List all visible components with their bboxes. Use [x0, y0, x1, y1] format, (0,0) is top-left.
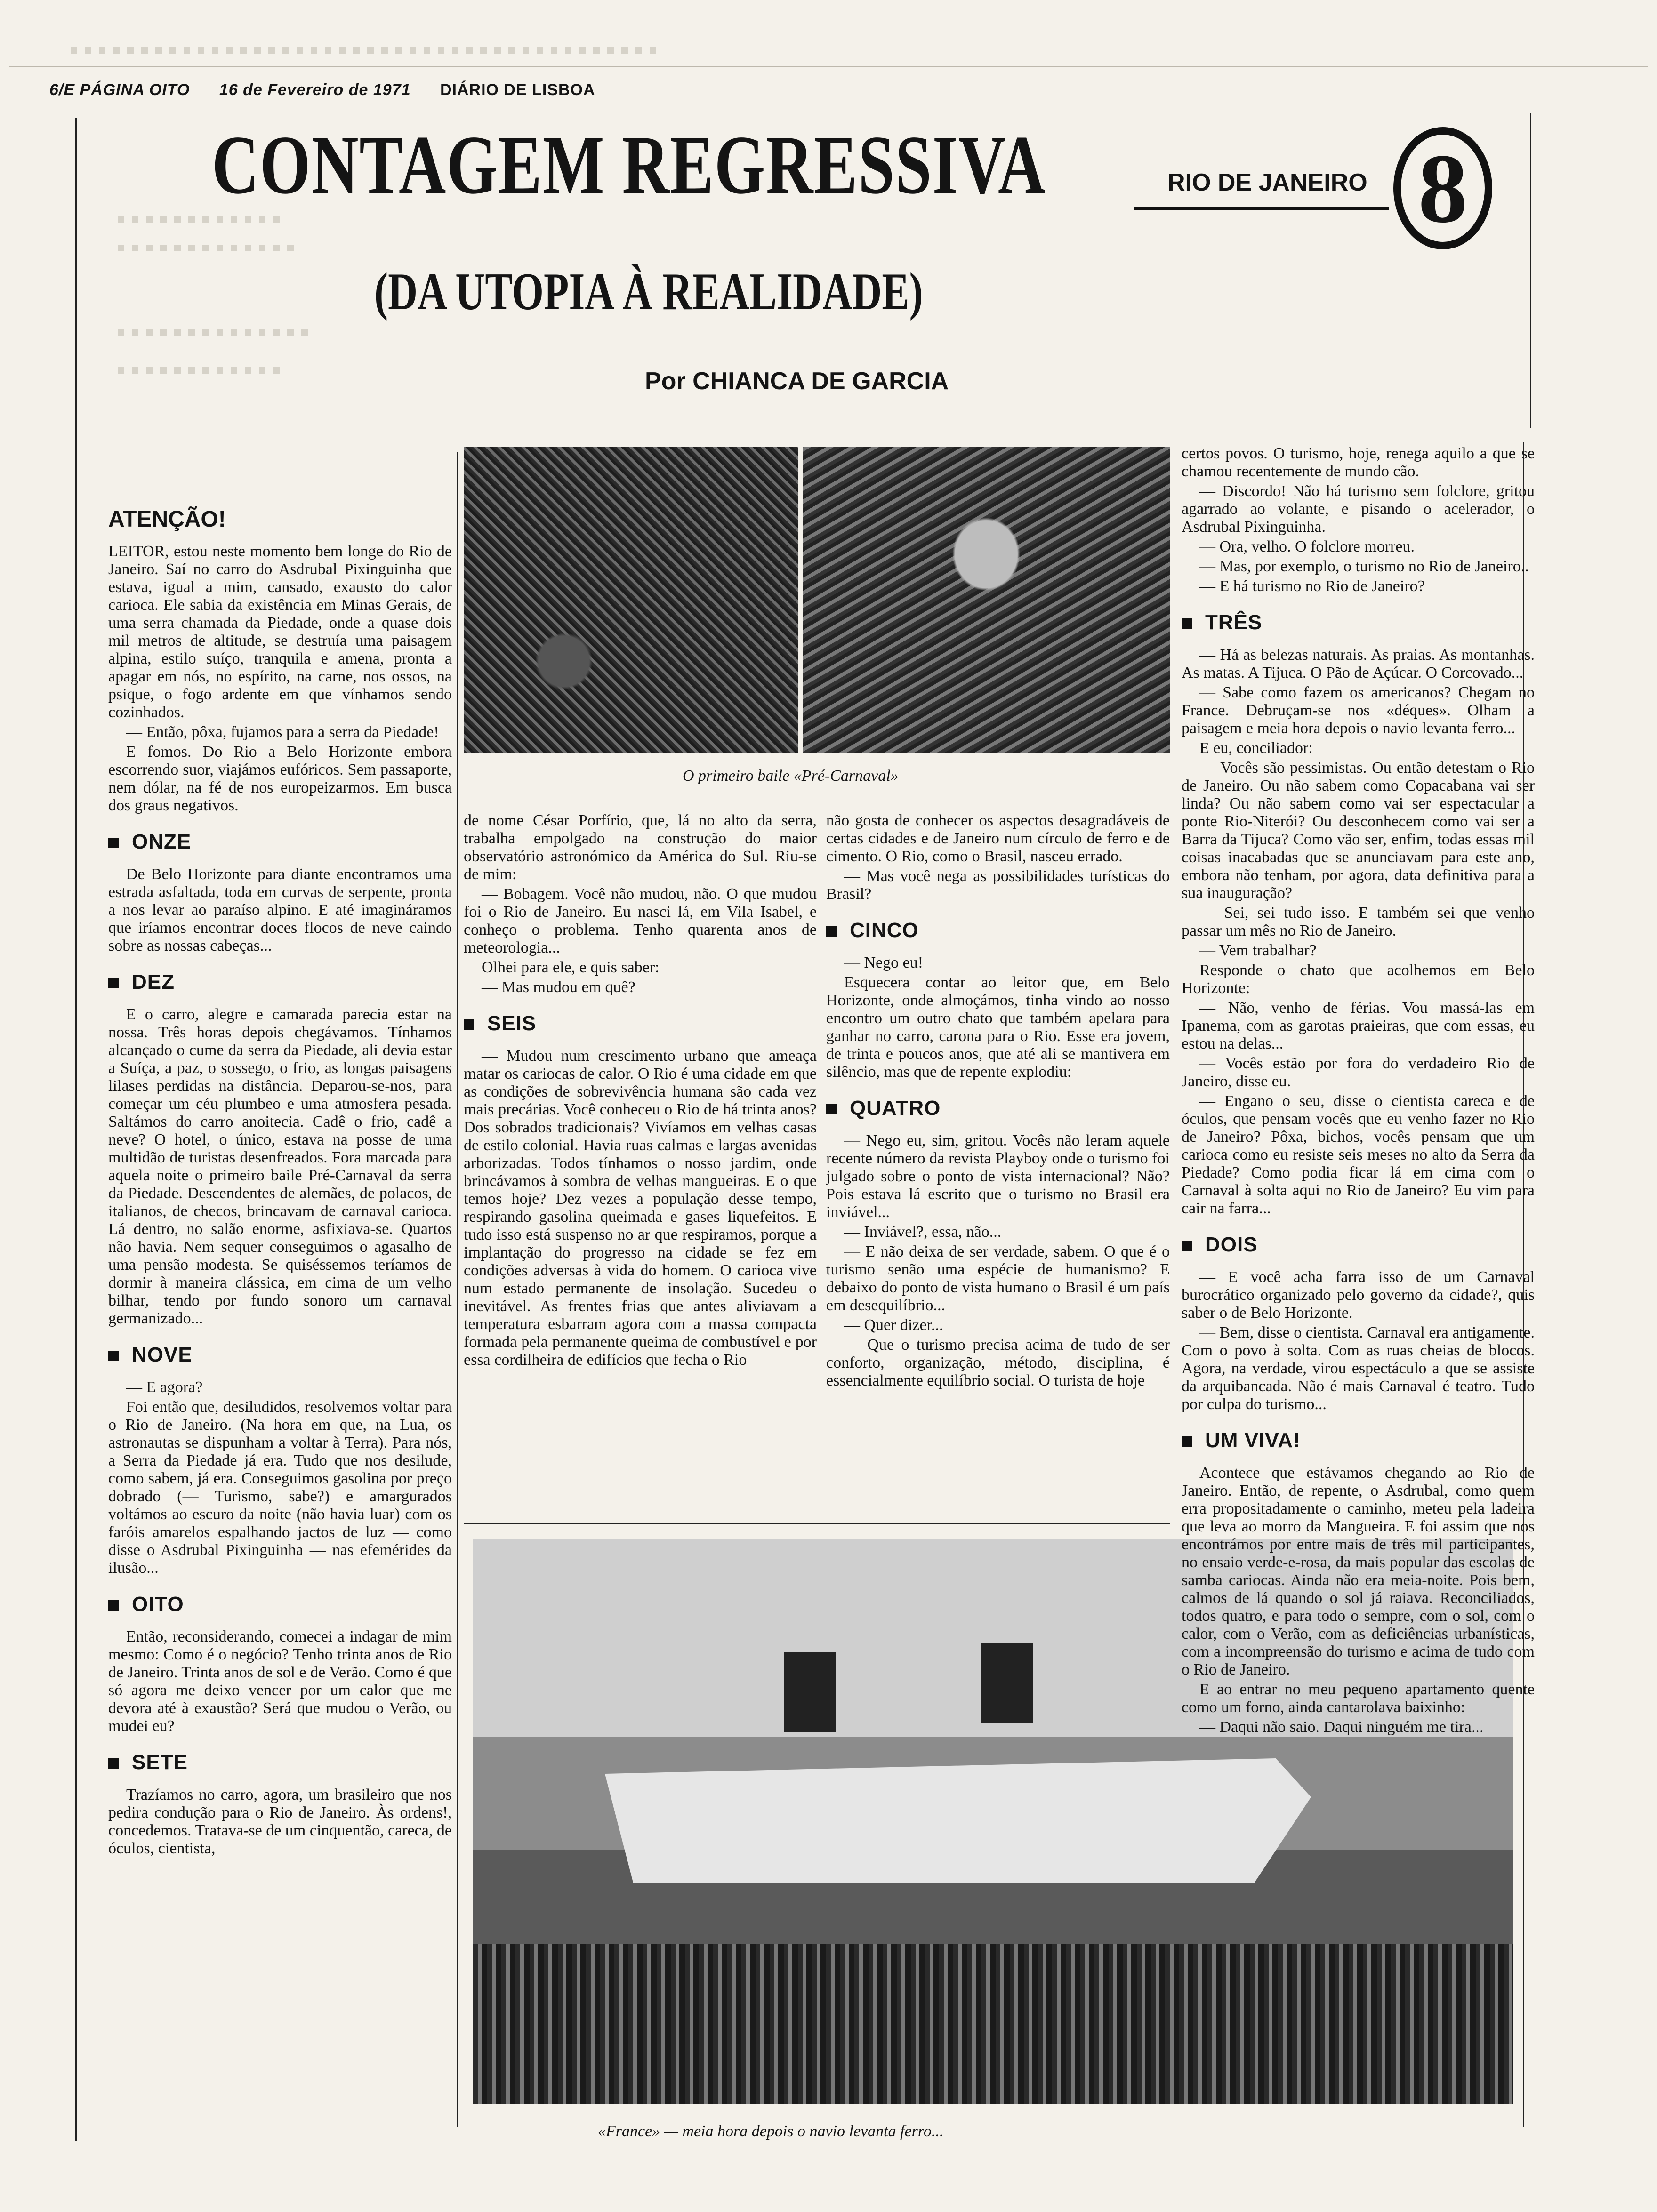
heading-text: UM VIVA!: [1205, 1429, 1301, 1452]
section-heading-dois: [1182, 1234, 1535, 1256]
byline: Por CHIANCA DE GARCIA: [645, 368, 949, 395]
paragraph: — Vem trabalhar?: [1199, 942, 1317, 959]
paragraph: — Sabe como fazem os americanos? Chegam no France. Debruçam-se nos «déques». Olham a paisagem e meia hora depois o navio levanta ferro...: [1182, 684, 1535, 737]
paragraph: — E há turismo no Rio de Janeiro?: [1199, 577, 1425, 595]
bullet-square-icon: [108, 1758, 119, 1769]
article-column-1: [108, 507, 452, 1859]
heading-text: ONZE: [132, 830, 192, 853]
paragraph: — Há as belezas naturais. As praias. As montanhas. As matas. A Tijuca. O Pão de Açúcar. O Corcovado...: [1182, 646, 1535, 681]
column-rule: [75, 118, 77, 2141]
heading-text: OITO: [132, 1593, 184, 1616]
paragraph: — Vocês são pessimistas. Ou então detestam o Rio de Janeiro. Ou não sabem como Copacabana vai ser linda? Ou não sabem como vai ser espectacular a ponte Rio-Niterói? Ou desconhecem como vai ser a Barra da Tijuca? Como vão ser, enfim, todas essas mil coisas inacabadas que se anunciavam para este ano, embora não tenham, por agora, data definitiva para a sua inauguração?: [1182, 759, 1535, 902]
section-number-badge: 8: [1393, 127, 1492, 249]
paragraph: — Não, venho de férias. Vou massá-las em Ipanema, com as garotas praieiras, que com essas, eu estou na delas...: [1182, 999, 1535, 1052]
paragraph: Acontece que estávamos chegando ao Rio de Janeiro. Então, de repente, o Asdrubal, como quem erra propositadamente o caminho, meteu pela ladeira que leva ao morro da Mangueira. E foi assim que nos encontrámos por entre mais de três mil participantes, no ensaio verde-e-rosa, da mais popular das escolas de samba cariocas. Ainda não era meia-noite. Pois bem, calmos de lá quando o sol já raiava. Reconciliados, todos quatro, e para todo o sempre, com o sol, com o calor, com o Verão, com as deficiências urbanísticas, com a incompreensão do turismo e acima de tudo com o Rio de Janeiro.: [1182, 1464, 1535, 1678]
paragraph: — Nego eu!: [844, 954, 924, 971]
paragraph: E ao entrar no meu pequeno apartamento quente como um forno, ainda cantarolava baixinho:: [1182, 1681, 1535, 1716]
paragraph: — Engano o seu, disse o cientista careca e de óculos, que pensam vocês que eu venho fazer no Rio de Janeiro? Pôxa, bichos, vocês pensam que um carioca como eu resiste seis meses no alto da Serra da Piedade? Como podia ficar lá em cima com o Carnaval à solta aqui no Rio de Janeiro? Eu vim para cair na farra...: [1182, 1092, 1535, 1217]
heading-text: CINCO: [850, 919, 919, 942]
paragraph: — Mudou num crescimento urbano que ameaça matar os cariocas de calor. O Rio é uma cidade em que as condições de sobrevivência humana são cada vez mais precárias. Você conheceu o Rio de há trinta anos? Dos sobrados tradicionais? Vivíamos em velhas casas de estilo colonial. Havia ruas calmas e largas avenidas arborizadas. Todos tínhamos o nosso jardim, onde brincávamos à sombra de velhas mangueiras. E o que temos hoje? Dez vezes a população desse tempo, respirando gasolina queimada e gases liquefeitos. E tudo isso está suspenso no ar que respiramos, porque a implantação do progresso na cidade se fez em condições adversas à vida do homem. O carioca vive num estado permanente de insolação. Sucedeu o inevitável. As frentes frias que antes aliviavam a temperatura esbarram agora com a massa compacta formada pela permanente queima de combustível e por essa cordilheira de edifícios que fecha o Rio: [464, 1047, 817, 1369]
article-column-4: [1182, 445, 1535, 1738]
ship-funnel: [784, 1652, 836, 1732]
section-heading-nove: [108, 1344, 452, 1366]
faded-print-line: [71, 47, 659, 54]
paragraph: — Que o turismo precisa acima de tudo de ser conforto, organização, método, disciplina, é essencialmente equilíbrio social. O turista de hoje: [826, 1336, 1170, 1389]
paragraph: — Vocês estão por fora do verdadeiro Rio de Janeiro, disse eu.: [1182, 1055, 1535, 1090]
carnival-crowd-photo: [464, 447, 798, 753]
column-rule: [1530, 113, 1531, 428]
column-rule: [457, 452, 458, 2127]
paragraph: — E não deixa de ser verdade, sabem. O que é o turismo senão uma espécie de humanismo? E debaixo do ponto de vista humano o Brasil é um país em desequilíbrio...: [826, 1243, 1170, 1314]
heading-text: QUATRO: [850, 1097, 941, 1120]
section-heading-onze: [108, 831, 452, 853]
paragraph: não gosta de conhecer os aspectos desagradáveis de certas cidades e de Janeiro num círculo de ferro e de cimento. O Rio, como o Brasil, nasceu errado.: [826, 812, 1170, 865]
photo-caption: O primeiro baile «Pré-Carnaval»: [683, 767, 899, 785]
paragraph: E eu, conciliador:: [1199, 739, 1313, 757]
paragraph: — Mas mudou em quê?: [482, 978, 635, 996]
paragraph: — Nego eu, sim, gritou. Vocês não leram aquele recente número da revista Playboy onde o turismo foi julgado sobre o ponto de vista internacional? Não? Pois estava lá escrito que o turismo no Brasil era inviável...: [826, 1132, 1170, 1221]
headline-title: CONTAGEM REGRESSIVA: [212, 118, 1046, 211]
bullet-square-icon: [108, 1351, 119, 1361]
paragraph: Esquecera contar ao leitor que, em Belo Horizonte, onde almoçámos, tinha vindo ao nosso encontro um outro chato que também apelara para ganhar no carro, carona para o Rio. Esse era jovem, de trinta e poucos anos, que até ali se mantivera em silêncio, mas que de repente explodiu:: [826, 974, 1170, 1081]
attention-heading: ATENÇÃO!: [108, 507, 226, 532]
paper-name: DIÁRIO DE LISBOA: [440, 81, 595, 99]
paragraph: — Sei, sei tudo isso. E também sei que venho passar um mês no Rio de Janeiro.: [1182, 904, 1535, 939]
masthead: [49, 81, 628, 99]
paragraph: E o carro, alegre e camarada parecia estar na nossa. Três horas depois chegávamos. Tínhamos alcançado o cume da serra da Piedade, ali devia estar a Suíça, a paz, o sossego, o frio, as longas paisagens lilases perdidas na distância. Deparou-se-nos, para começar um céu plumbeo e uma atmosfera pesada. Saltámos do carro anoitecia. Cadê o frio, cadê a neve? O hotel, o único, estava na posse de uma multidão de turistas desenfreados. Fora marcada para aquela noite o primeiro baile Pré-Carnaval da serra da Piedade. Descendentes de alemães, de polacos, de italianos, de checos, brincavam de carnaval carioca. Lá dentro, no salão enorme, asfixiava-se. Quartos não havia. Nem sequer conseguimos o agasalho de uma pensão modesta. Se quiséssemos teríamos de dormir à maneira clássica, em cima de um velho bilhar, tendo por fundo sonoro um carnaval germanizado...: [108, 1006, 452, 1327]
headline-subtitle: (DA UTOPIA À REALIDADE): [374, 263, 923, 321]
section-heading-seis: [464, 1012, 817, 1035]
paragraph: Foi então que, desiludidos, resolvemos voltar para o Rio de Janeiro. (Na hora em que, na Lua, os astronautas se dispunham a voltar à Terra). Para nós, a Serra da Piedade já era. Tudo que nos desilude, como sabem, já era. Conseguimos gasolina por preço dobrado (— Turismo, sabe?) e amargurados voltámos ao escuro da noite (não havia luar) com os faróis amarelos espalhando jactos de luz — como disse o Asdrubal Pixinguinha — nas efemérides da ilusão...: [108, 1398, 452, 1577]
bullet-square-icon: [108, 1600, 119, 1611]
bullet-square-icon: [464, 1019, 474, 1030]
section-heading-cinco: [826, 919, 1170, 942]
ship-funnel: [981, 1643, 1033, 1723]
paragraph: — Bobagem. Você não mudou, não. O que mudou foi o Rio de Janeiro. Eu nasci lá, em Vila Isabel, e conheço o problema. Tenho quarenta anos de meteorologia...: [464, 885, 817, 956]
ship-hull: [605, 1727, 1311, 1883]
section-label: RIO DE JANEIRO: [1167, 169, 1367, 196]
heading-text: SETE: [132, 1751, 188, 1774]
heading-text: SEIS: [487, 1012, 537, 1035]
faded-print-line: [118, 367, 287, 374]
paragraph: — Quer dizer...: [844, 1316, 943, 1334]
article-column-2: [464, 812, 817, 1371]
heading-text: NOVE: [132, 1343, 193, 1366]
faded-print-line: [118, 245, 297, 251]
bullet-square-icon: [108, 978, 119, 988]
bullet-square-icon: [1182, 1241, 1192, 1251]
bullet-square-icon: [826, 926, 837, 937]
paragraph: — Inviável?, essa, não...: [844, 1223, 1002, 1241]
heading-text: DEZ: [132, 970, 175, 994]
paragraph: LEITOR, estou neste momento bem longe do Rio de Janeiro. Saí no carro do Asdrubal Pixinguinha que estava, igual a mim, cansado, exausto do calor carioca. Ele sabia da existência em Minas Gerais, de uma serra chamada da Piedade, onde a quase dois mil metros de altitude, se destruía uma paisagem alpina, estilo suíço, tranquila e amena, pronta a apagar em nós, no espírito, na carne, nos ossos, na psique, o fogo ardente em que vínhamos sendo cozinhados.: [108, 543, 452, 721]
paragraph: Responde o chato que acolhemos em Belo Horizonte:: [1182, 962, 1535, 997]
harbour-crowd: [473, 1944, 1513, 2104]
section-heading-tres: [1182, 611, 1535, 634]
bullet-square-icon: [1182, 1436, 1192, 1447]
faded-print-line: [118, 329, 315, 336]
paragraph: — Mas, por exemplo, o turismo no Rio de Janeiro..: [1199, 558, 1529, 575]
carnival-dancers-photo: [803, 447, 1170, 753]
issue-date: 16 de Fevereiro de 1971: [219, 81, 411, 99]
paragraph: de nome César Porfírio, que, lá no alto da serra, trabalha empolgado na construção do maior observatório astronómico da América do Sul. Riu-se de mim:: [464, 812, 817, 883]
paragraph: Trazíamos no carro, agora, um brasileiro que nos pedira condução para o Rio de Janeiro. Às ordens!, concedemos. Tratava-se de um cinquentão, careca, de óculos, cientista,: [108, 1786, 452, 1857]
paragraph: — E você acha farra isso de um Carnaval burocrático organizado pelo governo da cidade?, quis saber o de Belo Horizonte.: [1182, 1268, 1535, 1322]
top-rule: [9, 66, 1648, 67]
bullet-square-icon: [826, 1104, 837, 1114]
paragraph: — Daqui não saio. Daqui ninguém me tira...: [1199, 1718, 1484, 1736]
paragraph: — Mas você nega as possibilidades turísticas do Brasil?: [826, 867, 1170, 903]
photo-caption: «France» — meia hora depois o navio levanta ferro...: [598, 2123, 944, 2140]
section-heading-quatro: [826, 1097, 1170, 1120]
paragraph: — Então, pôxa, fujamos para a serra da Piedade!: [126, 723, 439, 741]
section-rule: [1134, 207, 1389, 210]
paragraph: certos povos. O turismo, hoje, renega aquilo a que se chamou recentemente de mundo cão.: [1182, 445, 1535, 480]
section-heading-dez: [108, 971, 452, 994]
section-heading-oito: [108, 1593, 452, 1616]
paragraph: Olhei para ele, e quis saber:: [482, 959, 660, 976]
section-heading-um-viva: [1182, 1429, 1535, 1452]
photo-rule: [464, 1523, 1170, 1524]
paragraph: De Belo Horizonte para diante encontramos uma estrada asfaltada, toda em curvas de serpente, pronta a nos levar ao paraíso alpino. E até imagináramos que iríamos encontrar doces flocos de neve caindo sobre as nossas cabeças...: [108, 866, 452, 954]
bullet-square-icon: [1182, 618, 1192, 629]
page-number: 6/E PÁGINA OITO: [49, 81, 190, 99]
paragraph: Então, reconsiderando, comecei a indagar de mim mesmo: Como é o negócio? Tenho trinta anos de Rio de Janeiro. Trinta anos de sol e de Verão. Como é que só agora me deixo vencer por um calor que me devora até à exaustão? Será que mudou o Verão, ou mudei eu?: [108, 1628, 452, 1735]
heading-text: TRÊS: [1205, 611, 1263, 634]
paragraph: — E agora?: [126, 1378, 203, 1396]
section-heading-sete: [108, 1751, 452, 1774]
paragraph: — Ora, velho. O folclore morreu.: [1199, 538, 1415, 555]
article-column-3: [826, 812, 1170, 1392]
paragraph: E fomos. Do Rio a Belo Horizonte embora escorrendo suor, viajámos eufóricos. Sem passaporte, nem dólar, na fé de nos europeizarmos. Em busca dos graus negativos.: [108, 743, 452, 814]
bullet-square-icon: [108, 838, 119, 848]
paragraph: — Bem, disse o cientista. Carnaval era antigamente. Com o povo à solta. Com as ruas cheias de blocos. Agora, na verdade, virou espectáculo a que se assiste da arquibancada. Não é mais Carnaval é teatro. Tudo por culpa do turismo...: [1182, 1324, 1535, 1413]
heading-text: DOIS: [1205, 1233, 1258, 1256]
faded-print-line: [118, 216, 282, 223]
paragraph: — Discordo! Não há turismo sem folclore, gritou agarrado ao volante, e pisando o acelerador, o Asdrubal Pixinguinha.: [1182, 482, 1535, 536]
